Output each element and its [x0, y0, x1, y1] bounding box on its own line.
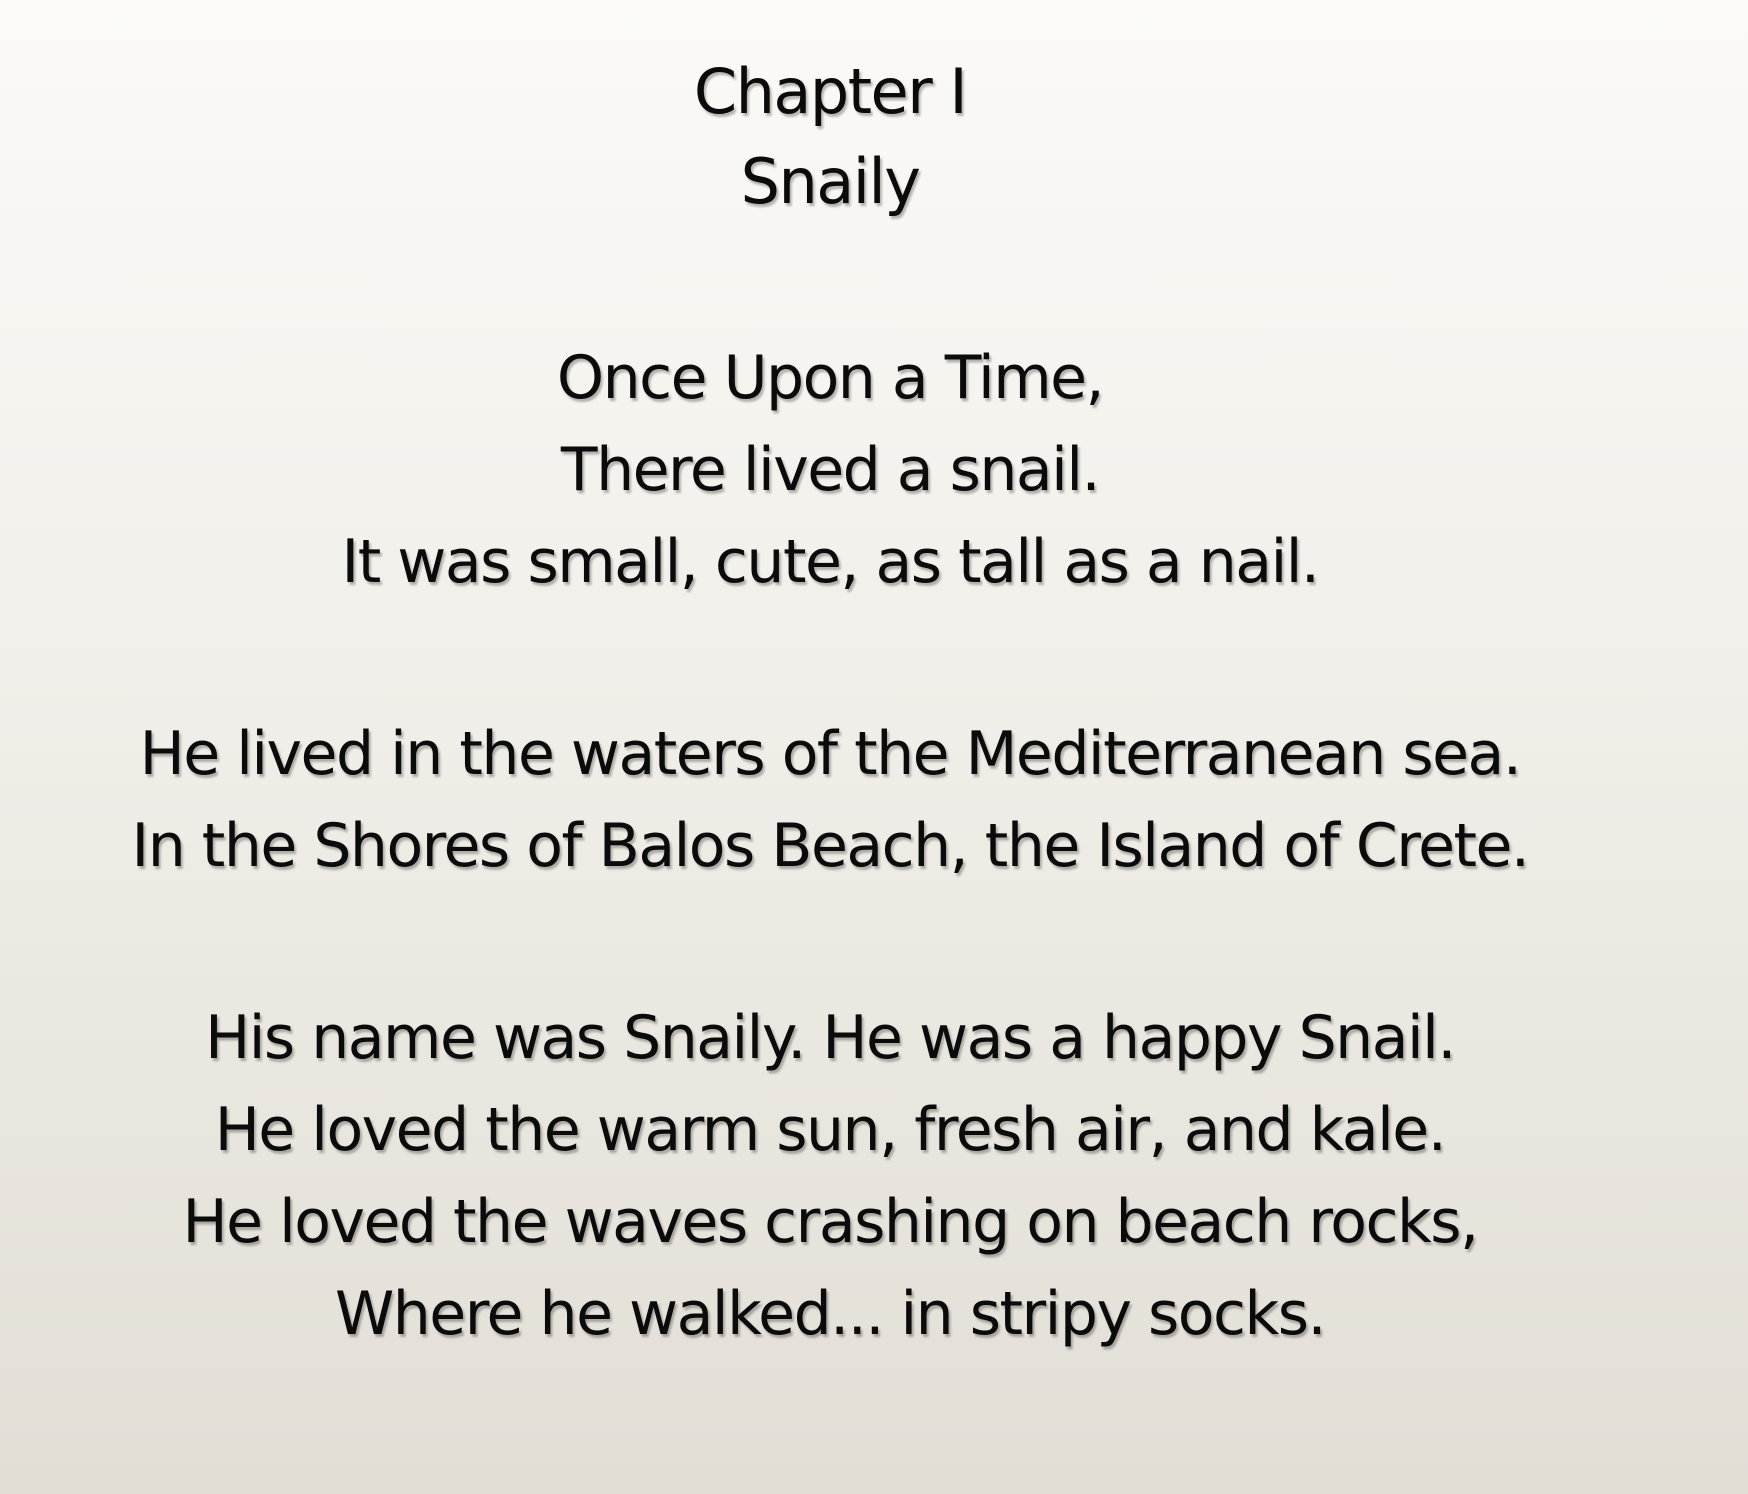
poem-line: He lived in the waters of the Mediterranean sea. [139, 719, 1521, 789]
poem-line: He loved the waves crashing on beach rocks, [182, 1187, 1478, 1257]
poem-line: His name was Snaily. He was a happy Snail. [205, 1003, 1455, 1073]
poem-line: It was small, cute, as tall as a nail. [341, 527, 1319, 597]
poem-line: He loved the warm sun, fresh air, and kale. [214, 1095, 1446, 1165]
poem-line: In the Shores of Balos Beach, the Island of Crete. [131, 811, 1529, 881]
poem-line: There lived a snail. [560, 435, 1100, 505]
poem-line: Once Upon a Time, [556, 343, 1104, 413]
chapter-number: Chapter I [693, 55, 967, 128]
poem-line: Where he walked... in stripy socks. [334, 1279, 1326, 1349]
chapter-title: Snaily [740, 145, 920, 218]
